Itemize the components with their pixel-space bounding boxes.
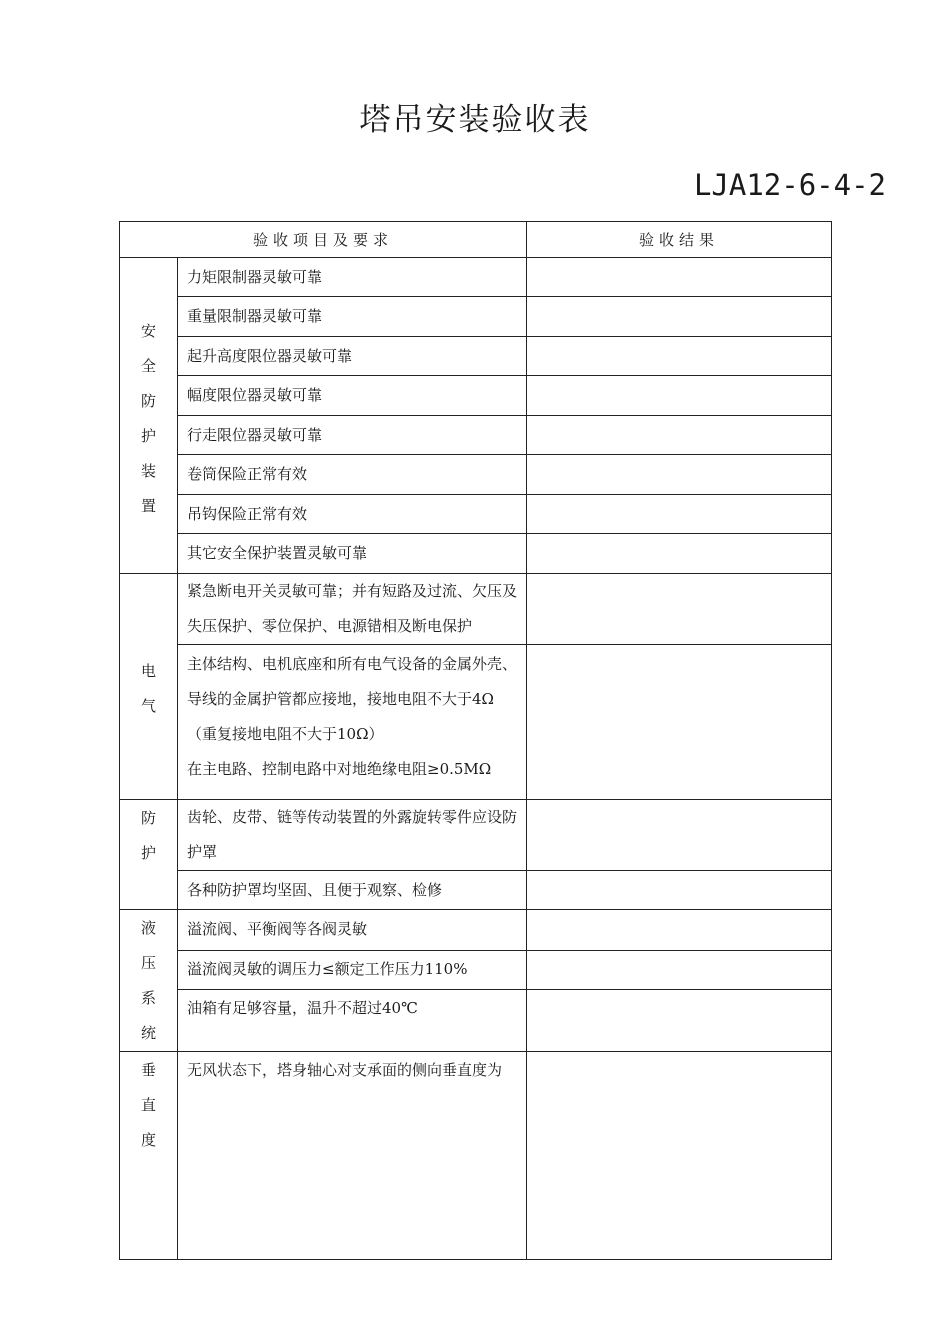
result-cell[interactable] [527,337,832,376]
table-row [120,258,832,297]
item-text: 在主电路、控制电路中对地绝缘电阻≥0.5MΩ [187,760,492,778]
category-hydraulic-system [120,910,178,1052]
result-cell[interactable] [527,950,832,990]
table-header-row [120,222,832,258]
table-row [120,1052,832,1260]
table-row [120,337,832,376]
result-cell[interactable] [527,990,832,1052]
category-char: 安 [140,322,156,340]
category-char: 统 [140,1024,156,1042]
result-cell[interactable] [527,800,832,871]
table-row [120,910,832,951]
table-row [120,416,832,455]
acceptance-table [119,221,832,1260]
result-cell[interactable] [527,645,832,800]
table-row [120,871,832,910]
result-cell[interactable] [527,297,832,337]
item-label [178,645,527,800]
result-cell[interactable] [527,871,832,910]
document-title: 塔吊安装验收表 [359,102,591,138]
category-char: 防 [140,809,156,827]
item-text: 紧急断电开关灵敏可靠；并有短路及过流、欠压及失压保护、零位保护、电源错相及断电保护 [187,582,518,635]
result-cell[interactable] [527,910,832,951]
item-text: 主体结构、电机底座和所有电气设备的金属外壳、导线的金属护管都应接地，接地电阻不大于4Ω（重复接地电阻不大于10Ω） [187,655,518,743]
result-cell[interactable] [527,1052,832,1260]
item-label: 行走限位器灵敏可靠 [178,416,527,455]
category-char: 防 [140,392,156,410]
item-label: 卷筒保险正常有效 [178,455,527,495]
table-row [120,800,832,871]
result-cell[interactable] [527,574,832,645]
item-label: 起升高度限位器灵敏可靠 [178,337,527,376]
category-char: 垂 [140,1061,156,1079]
category-guards [120,800,178,910]
item-label: 溢流阀、平衡阀等各阀灵敏 [178,910,527,951]
category-safety-devices [120,258,178,574]
category-char: 系 [140,989,156,1007]
category-verticality [120,1052,178,1260]
result-cell[interactable] [527,495,832,534]
form-code: LJA12-6-4-2 [693,168,886,202]
header-result: 验收结果 [527,222,832,258]
item-label: 重量限制器灵敏可靠 [178,297,527,337]
category-char: 全 [140,357,156,375]
item-label: 吊钩保险正常有效 [178,495,527,534]
item-label: 力矩限制器灵敏可靠 [178,258,527,297]
table-row [120,297,832,337]
category-char: 度 [140,1131,156,1149]
item-label: 幅度限位器灵敏可靠 [178,376,527,416]
category-char: 液 [140,919,156,937]
category-electrical [120,574,178,800]
table-row [120,534,832,574]
item-label: 溢流阀灵敏的调压力≤额定工作压力110% [178,950,527,990]
category-char: 装 [140,462,156,480]
category-char: 护 [140,844,156,862]
item-label: 各种防护罩均坚固、且便于观察、检修 [178,871,527,910]
item-label: 无风状态下，塔身轴心对支承面的侧向垂直度为 [178,1052,527,1260]
result-cell[interactable] [527,455,832,495]
category-char: 置 [140,497,156,515]
category-char: 直 [140,1096,156,1114]
header-item: 验收项目及要求 [120,222,527,258]
category-char: 压 [140,954,156,972]
result-cell[interactable] [527,534,832,574]
table-row [120,990,832,1052]
item-label: 其它安全保护装置灵敏可靠 [178,534,527,574]
result-cell[interactable] [527,258,832,297]
table-row [120,950,832,990]
table-row [120,495,832,534]
item-label: 油箱有足够容量，温升不超过40℃ [178,990,527,1052]
table-row [120,574,832,645]
table-row [120,645,832,800]
category-char: 气 [140,697,156,715]
item-label: 齿轮、皮带、链等传动装置的外露旋转零件应设防护罩 [178,800,527,871]
category-char: 护 [140,427,156,445]
result-cell[interactable] [527,376,832,416]
item-label [178,574,527,645]
table-row [120,455,832,495]
category-char: 电 [140,662,156,680]
table-row [120,376,832,416]
result-cell[interactable] [527,416,832,455]
